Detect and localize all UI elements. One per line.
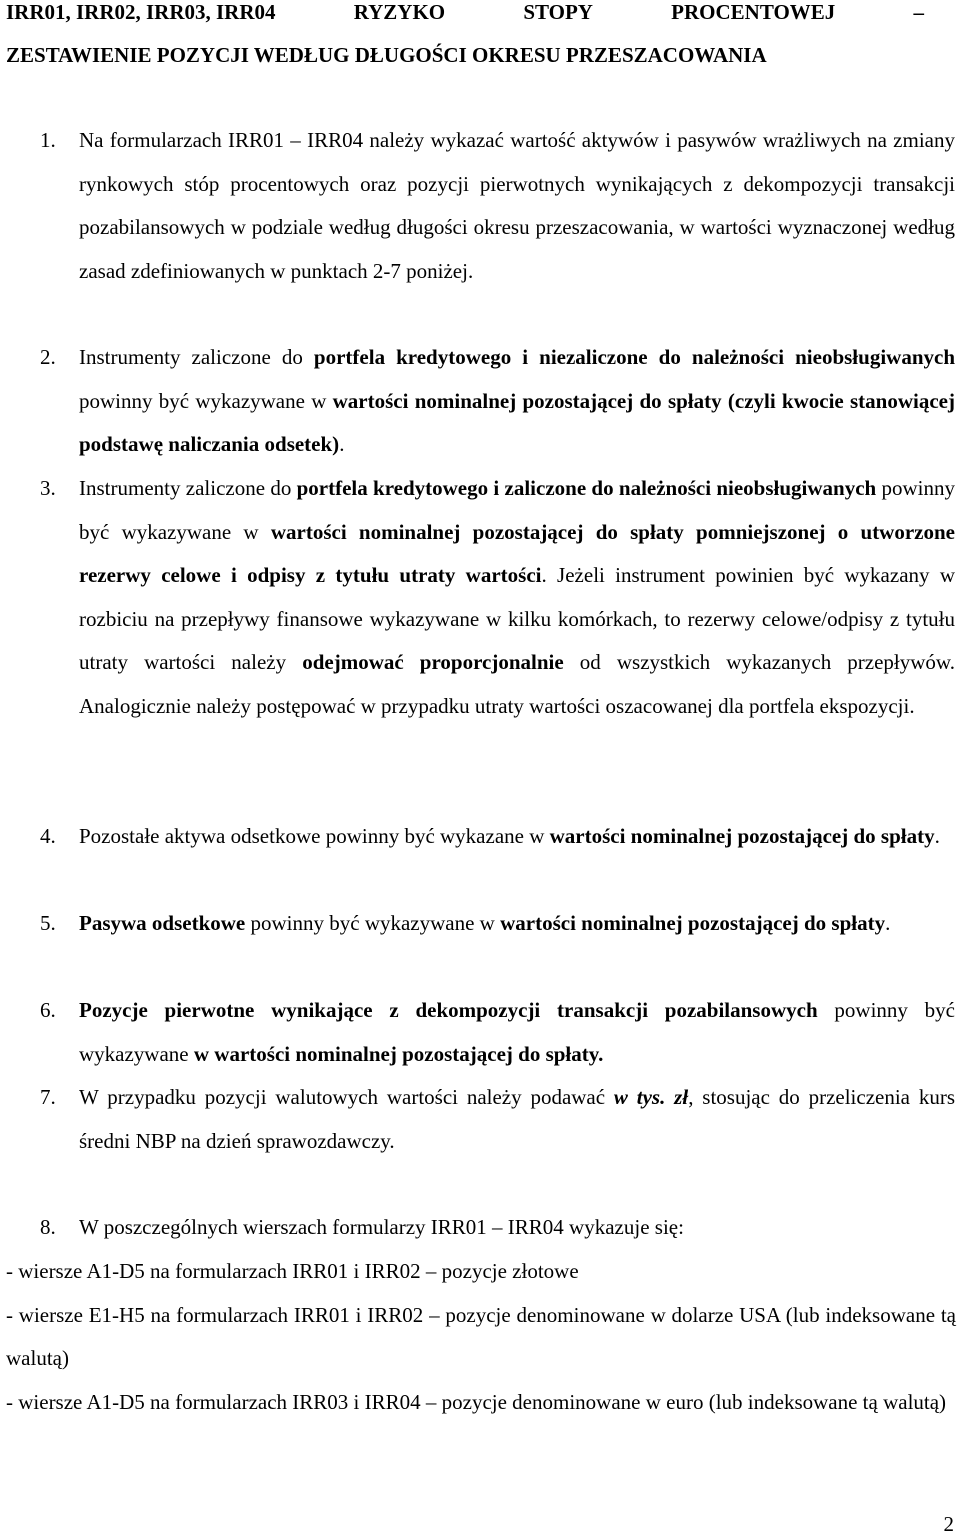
item-text [79,902,955,946]
item-number: 3. [40,476,56,500]
text-run: . Jeżeli instrument powinien być wykazany w rozbiciu na przepływy finansowe wykazywane w kilku komórkach, to rezerwy celowe/odpisy z tytułu utraty wartości należy [79,563,955,674]
text-run: . [934,824,940,848]
item-text [79,1206,955,1250]
bold-run: odejmować proporcjonalnie [302,650,564,674]
text-run: powinny być wykazywane w [79,388,333,413]
text-run: od wszystkich wykazanych przepływów. Analogicznie należy postępować w przypadku utraty wartości oszacowanej dla portfela ekspozycji. [79,650,955,718]
title-segment: RYZYKO [353,0,446,24]
list-item [40,1076,955,1163]
bold-run: wartości nominalnej pozostającej do spłaty pomniejszonej o utworzone rezerwy celowe i odpisy z tytułu utraty wartości [79,519,955,587]
bold-run: w wartości nominalnej pozostającej do spłaty. [193,1041,604,1066]
item-number: 5. [40,911,56,935]
title-line-2: ZESTAWIENIE POZYCJI WEDŁUG DŁUGOŚCI OKRESU PRZESZACOWANIA [6,43,767,67]
bold-run: portfela kredytowego i niezaliczone do należności nieobsługiwanych [313,345,955,369]
item-number: 2. [40,345,56,369]
item-text [79,119,955,293]
list-item [40,815,955,859]
title-segment: – [913,0,924,24]
bold-run: wartości nominalnej pozostającej do spłaty (czyli kwocie stanowiącej podstawę naliczania odsetek) [79,388,955,456]
text-run: Instrumenty zaliczone do [79,345,314,369]
document-title [6,0,924,67]
item-number: 1. [40,128,56,152]
list-item [40,336,955,467]
list-item [40,1206,955,1250]
list-line: - wiersze E1-H5 na formularzach IRR01 i IRR02 – pozycje denominowane w dolarze USA (lub indeksowane tą walutą) [6,1302,956,1370]
list-line: - wiersze A1-D5 na formularzach IRR01 i IRR02 – pozycje złotowe [6,1259,579,1283]
list-item [40,989,955,1076]
item-text [79,336,955,467]
title-segment: STOPY [523,0,593,24]
bold-run: portfela kredytowego i zaliczone do należności nieobsługiwanych [296,476,877,500]
bold-run: wartości nominalnej pozostającej do spłaty [549,824,935,848]
bold-run: Pasywa odsetkowe [79,911,246,935]
list-item [40,119,955,293]
text-run: Pozostałe aktywa odsetkowe powinny być wykazane w [79,824,550,848]
text-run: powinny być wykazywane w [79,476,955,544]
page-number: 2 [943,1512,954,1536]
item-number: 4. [40,824,56,848]
text-run: . [339,432,345,456]
row-list [6,1250,956,1424]
item-text [79,989,955,1076]
title-line-1 [6,0,924,24]
bold-run: Pozycje pierwotne wynikające z dekompozycji transakcji pozabilansowych [79,998,818,1022]
text-run: powinny być wykazywane [79,998,955,1066]
item-number: 7. [40,1085,56,1109]
item-number: 6. [40,998,56,1022]
text-run: powinny być wykazywane w [245,911,501,935]
text-run: , stosując do przeliczenia kurs średni NBP na dzień sprawozdawczy. [79,1085,956,1153]
bold-run: wartości nominalnej pozostającej do spłaty [500,911,886,935]
item-text [79,467,955,728]
item-number: 8. [40,1215,56,1239]
text-run: W poszczególnych wierszach formularzy IRR01 – IRR04 wykazuje się: [79,1215,684,1239]
list-item [40,467,955,728]
item-text [79,815,955,859]
item-text [79,1076,955,1163]
title-segment: IRR01, IRR02, IRR03, IRR04 [6,0,276,24]
list-line: - wiersze A1-D5 na formularzach IRR03 i IRR04 – pozycje denominowane w euro (lub indeksowane tą walutą) [6,1389,947,1414]
text-run: Na formularzach IRR01 – IRR04 należy wykazać wartość aktywów i pasywów wrażliwych na zmiany rynkowych stóp procentowych oraz pozycji pierwotnych wynikających z dekompozycji transakcji pozabilansowych w podziale według długości okresu przeszacowania, w wartości wyznaczonej według zasad zdefiniowanych w punktach 2-7 poniżej. [79,128,955,283]
text-run: . [885,911,891,935]
list-item [40,902,955,946]
bold-italic-run: w tys. zł [613,1085,689,1109]
text-run: W przypadku pozycji walutowych wartości należy podawać [79,1085,614,1109]
text-run: Instrumenty zaliczone do [79,476,297,500]
title-segment: PROCENTOWEJ [671,0,836,24]
